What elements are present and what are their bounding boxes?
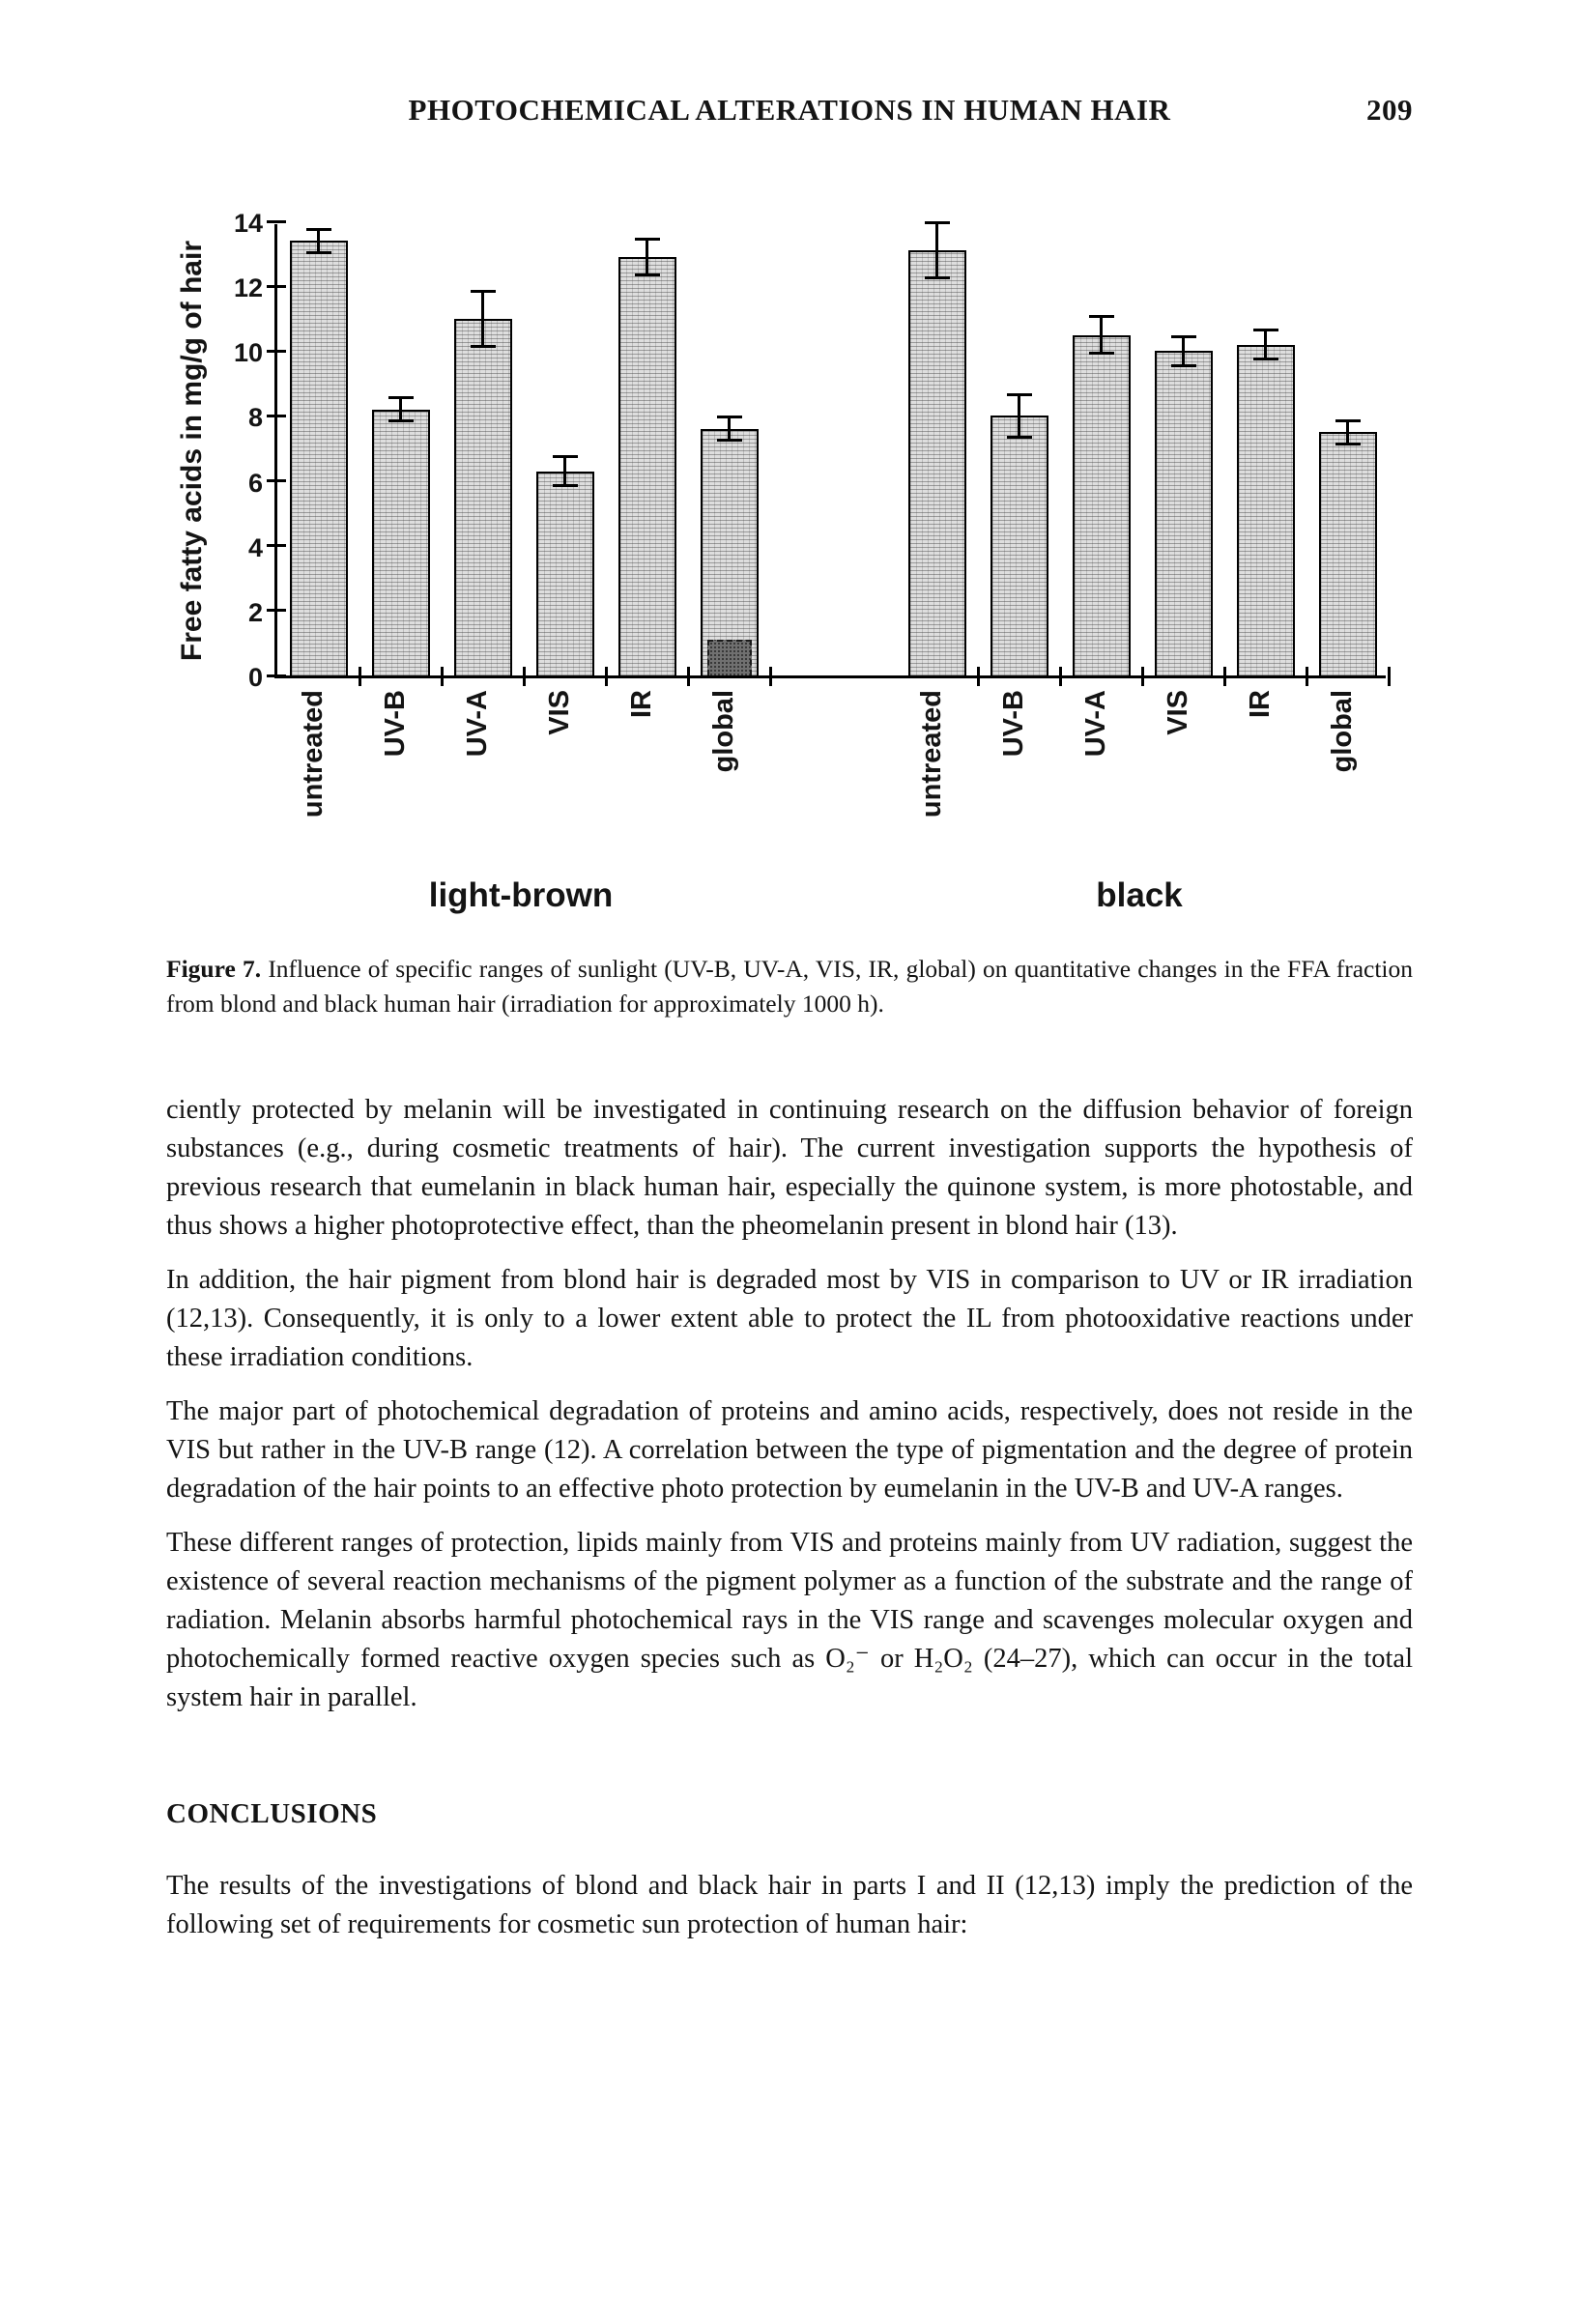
bar-light-brown-UV-A — [454, 319, 512, 675]
paragraph-4: These different ranges of protection, lipids mainly from VIS and proteins mainly from UV radiation, suggest the existence of several reaction mechanisms of the pigment polymer as a function of the substrate and the range of radiation. Melanin absorbs harmful photochemical rays in the VIS range and scavenges molecular oxygen and photochemically formed reactive oxygen species such as O₂⁻ or H₂O₂ (24–27), which can occur in the total system hair in parallel. — [166, 1528, 1413, 1712]
paragraph-1: ciently protected by melanin will be investigated in continuing research on the diffusion behavior of foreign substances (e.g., during cosmetic treatments of hair). The current investigation supports the hypothesis of previous research that eumelanin in black human hair, especially the quinone system, is more photostable, and thus shows a higher photoprotective effect, than the pheomelanin present in blond hair (13). — [166, 1095, 1413, 1241]
x-tick-mark — [1388, 667, 1391, 686]
paragraph-2: In addition, the hair pigment from blond hair is degraded most by VIS in comparison to UV or IR irradiation (12,13). Consequently, it is only to a lower extent able to protect the IL from photooxidative reactions under these irradiation conditions. — [166, 1265, 1413, 1372]
conclusions-paragraph: The results of the investigations of blond and black hair in parts I and II (12,13) imply the prediction of the following set of requirements for cosmetic sun protection of human hair: — [166, 1871, 1413, 1939]
y-tick-label: 8 — [247, 403, 263, 433]
bar-black-UV-A — [1073, 335, 1131, 676]
bar-light-brown-VIS — [536, 472, 594, 676]
group-labels — [274, 876, 1386, 927]
error-bar-cap-top — [388, 396, 414, 399]
x-tick-label: untreated — [297, 690, 329, 818]
chart-area — [166, 209, 1413, 927]
error-bar — [1264, 329, 1267, 361]
error-bar-cap-bottom — [471, 345, 496, 348]
y-tick-label: 0 — [247, 663, 263, 692]
error-bar — [1100, 315, 1103, 354]
x-tick-label: VIS — [1162, 690, 1193, 735]
figure-caption-text: Influence of specific ranges of sunlight (UV-B, UV-A, VIS, IR, global) on quantitative changes in the FFA fraction from blond and black human hair (irradiation for approximately 1000 h). — [166, 955, 1413, 1018]
y-axis-label: Free fatty acids in mg/g of hair — [176, 241, 208, 662]
bar-black-untreated — [908, 250, 966, 675]
error-bar-cap-top — [553, 455, 578, 458]
error-bar-cap-bottom — [1253, 358, 1278, 360]
x-tick-label: IR — [1244, 690, 1276, 718]
error-bar — [563, 455, 566, 488]
paragraph-3: The major part of photochemical degradation of proteins and amino acids, respectively, does not reside in the VIS but rather in the UV-B range (12). A correlation between the type of pigmentation and the degree of protein degradation of the hair points to an effective photo protection by eumelanin in the UV-B and UV-A ranges. — [166, 1396, 1413, 1504]
x-tick-label: VIS — [543, 690, 575, 735]
y-tick-label: 14 — [233, 209, 263, 238]
error-bar-cap-top — [1171, 335, 1196, 338]
x-axis-labels — [274, 678, 1386, 876]
bar-inner-segment — [707, 640, 752, 675]
x-tick-label: UV-B — [379, 690, 411, 758]
conclusions-heading: CONCLUSIONS — [166, 1798, 378, 1829]
error-bar-cap-top — [471, 290, 496, 293]
page-number: 209 — [1366, 93, 1413, 127]
error-bar-cap-bottom — [388, 419, 414, 422]
running-head-title: PHOTOCHEMICAL ALTERATIONS IN HUMAN HAIR — [408, 93, 1171, 127]
x-tick-label: UV-A — [1079, 690, 1111, 758]
error-bar — [646, 238, 648, 276]
y-tick-mark — [267, 609, 286, 612]
error-bar-cap-bottom — [1089, 352, 1114, 355]
error-bar-cap-bottom — [635, 273, 660, 276]
figure-caption-label: Figure 7. — [166, 955, 262, 983]
error-bar-cap-top — [1253, 329, 1278, 331]
y-tick-mark — [267, 479, 286, 482]
y-tick-label: 6 — [247, 468, 263, 498]
x-tick-label: UV-A — [461, 690, 493, 758]
group-label-light-brown: light-brown — [428, 876, 614, 914]
bar-light-brown-IR — [618, 257, 676, 675]
x-tick-label: global — [707, 690, 739, 773]
error-bar-cap-bottom — [553, 484, 578, 487]
bar-light-brown-untreated — [290, 241, 348, 675]
error-bar-cap-top — [925, 221, 950, 224]
y-tick-mark — [267, 415, 286, 417]
error-bar — [1182, 335, 1185, 368]
error-bar-cap-top — [1335, 419, 1361, 422]
y-tick-mark — [267, 674, 286, 677]
y-tick-label: 10 — [233, 338, 263, 368]
error-bar-cap-bottom — [925, 276, 950, 279]
error-bar — [399, 396, 402, 422]
error-bar-cap-top — [306, 228, 331, 231]
error-bar-cap-bottom — [717, 439, 742, 442]
plot-column — [274, 224, 1386, 927]
bar-black-UV-B — [990, 416, 1048, 675]
body-text — [166, 1091, 1413, 1717]
error-bar — [317, 228, 320, 254]
plot-region — [274, 224, 1386, 678]
y-axis-label-wrap — [166, 224, 218, 678]
error-bar — [935, 221, 938, 279]
y-tick-mark — [267, 544, 286, 547]
error-bar-cap-bottom — [1007, 436, 1032, 439]
error-bar — [481, 290, 484, 348]
x-tick-label: untreated — [915, 690, 947, 818]
error-bar — [1346, 419, 1349, 445]
error-bar-cap-top — [1089, 315, 1114, 318]
error-bar-cap-top — [1007, 393, 1032, 396]
y-tick-mark — [267, 220, 286, 223]
error-bar-cap-top — [635, 238, 660, 241]
y-tick-mark — [267, 285, 286, 288]
bar-light-brown-global — [701, 429, 759, 675]
error-bar-cap-bottom — [306, 251, 331, 254]
x-tick-label: global — [1326, 690, 1358, 773]
error-bar-cap-top — [717, 416, 742, 418]
figure-caption — [166, 952, 1413, 1021]
y-tick-mark — [267, 350, 286, 353]
y-tick-label: 2 — [247, 597, 263, 627]
bar-black-IR — [1237, 345, 1295, 675]
bar-black-VIS — [1155, 351, 1213, 675]
x-tick-label: UV-B — [997, 690, 1029, 758]
error-bar-cap-bottom — [1171, 364, 1196, 367]
bar-light-brown-UV-B — [372, 410, 430, 675]
x-tick-label: IR — [625, 690, 657, 718]
figure-7-chart — [166, 209, 1413, 1021]
bar-black-global — [1319, 432, 1377, 675]
y-tick-label: 4 — [247, 532, 263, 562]
error-bar — [1018, 393, 1020, 439]
error-bar — [728, 416, 731, 442]
y-tick-label: 12 — [233, 273, 263, 303]
error-bar-cap-bottom — [1335, 443, 1361, 445]
running-header — [166, 93, 1413, 128]
group-label-black: black — [1096, 876, 1183, 914]
